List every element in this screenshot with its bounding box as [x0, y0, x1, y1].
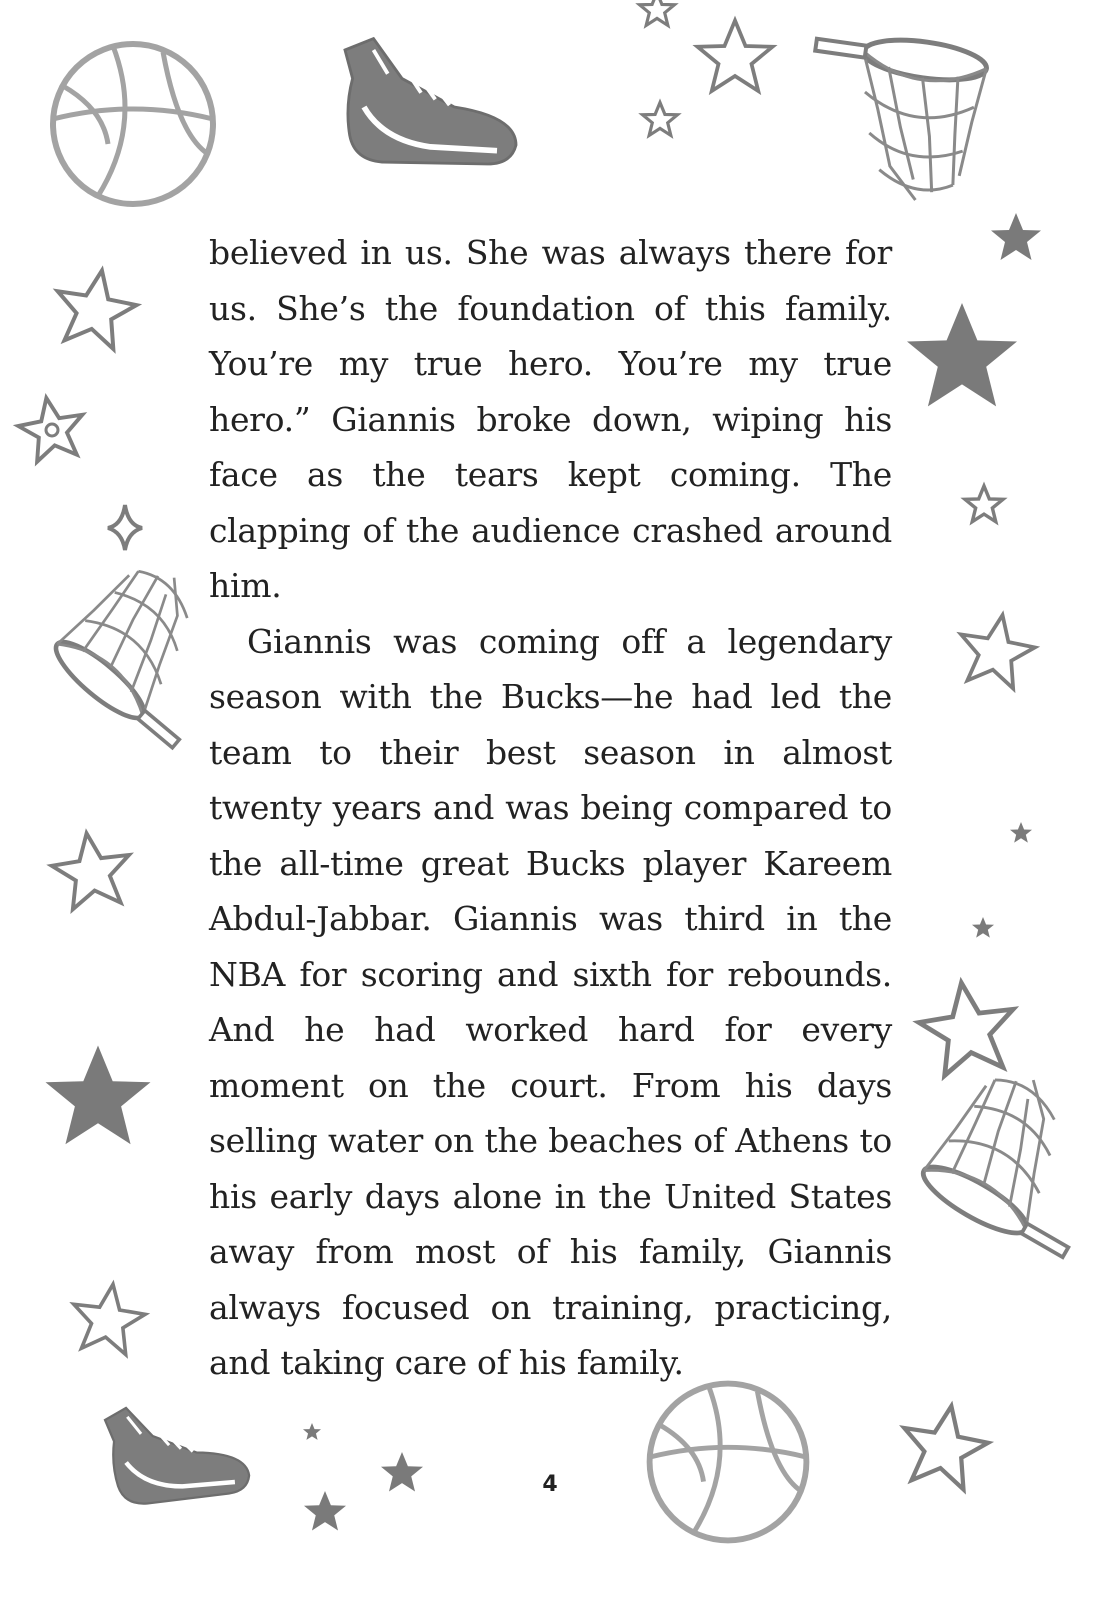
star-icon: [643, 103, 678, 136]
star-icon: [14, 392, 89, 463]
paragraph: believed in us. She was always there for us. She’s the foundation of this family. You’re my true hero. You’re my true hero.” Giannis broke down, wiping his face as the tears kept coming. The clapping of the audience crashed around him.: [209, 233, 892, 605]
star-icon: [991, 213, 1041, 260]
star-icon: [640, 0, 675, 25]
star-icon: [304, 1491, 346, 1530]
star-icon: [914, 976, 1021, 1078]
star-icon: [896, 1399, 994, 1492]
paragraph: Giannis was coming off a legendary season with the Bucks—he had led the team to their best season in almost twenty years and was being compared to the all-time great Bucks player Kareem Abdul-Jabbar. Giannis was third in the NBA for scoring and sixth for rebounds. And he had worked hard for every moment on the court. From his days selling water on the beaches of Athens to his early days alone in the United States away from most of his family, Giannis always focused on training, practicing, and taking care of his family.: [209, 621, 892, 1382]
star-icon: [303, 1423, 321, 1440]
body-text: [209, 225, 892, 1391]
star-icon: [907, 303, 1017, 406]
star-icon: [953, 609, 1039, 691]
star-icon: [108, 505, 142, 550]
star-icon: [48, 828, 135, 911]
star-icon: [1010, 822, 1032, 843]
basketball-hoop-icon: [915, 1055, 1101, 1267]
star-icon: [49, 264, 141, 352]
star-icon: [965, 486, 1003, 522]
star-icon: [46, 1046, 151, 1145]
star-icon: [381, 1452, 423, 1491]
basketball-icon: [650, 1384, 807, 1541]
star-icon: [972, 917, 994, 938]
page-number: 4: [542, 1472, 558, 1497]
basketball-icon: [53, 44, 213, 204]
sneaker-icon: [104, 1392, 251, 1509]
star-icon: [68, 1279, 149, 1356]
sneaker-icon: [345, 39, 516, 164]
basketball-hoop-icon: [797, 27, 989, 207]
star-icon: [698, 21, 773, 92]
